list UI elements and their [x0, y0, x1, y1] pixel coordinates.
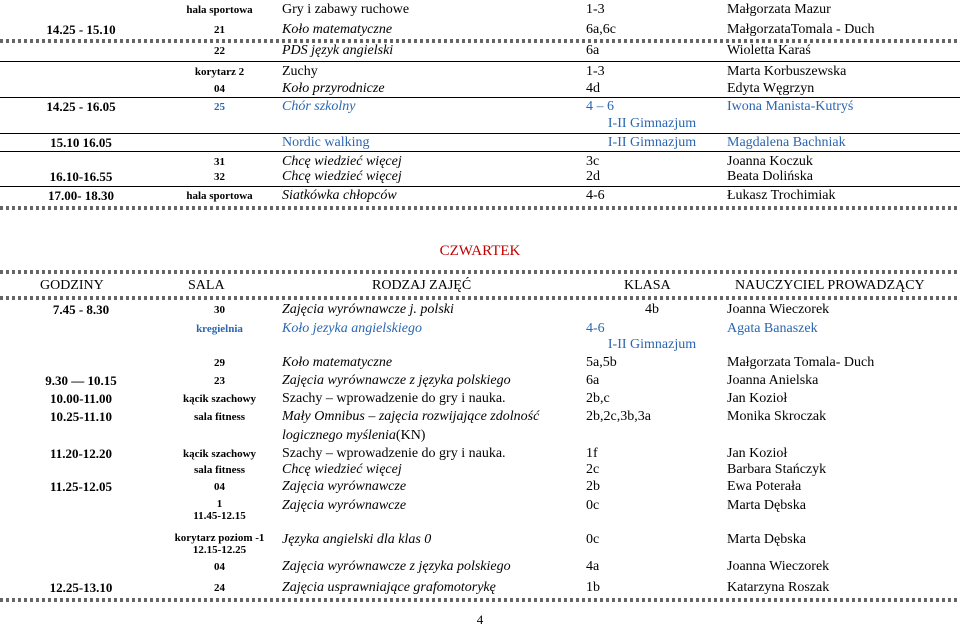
table-row	[0, 133, 960, 153]
header-time: GODZINY	[40, 278, 104, 293]
room-time: 12.15-12.25	[192, 544, 247, 556]
class-cell: 0c	[586, 532, 600, 547]
room-cell: sala fitness	[193, 411, 246, 423]
time-cell: 9.30 — 10.15	[45, 373, 117, 388]
table-row	[0, 371, 960, 391]
table-row	[0, 114, 960, 134]
teacher-cell: Barbara Stańczyk	[727, 462, 827, 477]
teacher-cell: Monika Skroczak	[727, 409, 827, 424]
room-cell: 23	[214, 375, 225, 387]
page-number: 4	[476, 612, 484, 627]
teacher-cell: Jan Kozioł	[727, 391, 788, 406]
class-cell: 2c	[586, 462, 600, 477]
time-cell: 7.45 - 8.30	[52, 302, 110, 317]
teacher-cell: Łukasz Trochimiak	[727, 188, 836, 203]
activity-cell: Siatkówka chłopców	[282, 188, 397, 203]
table-row	[0, 300, 960, 320]
teacher-cell: Ewa Poterała	[727, 479, 802, 494]
table-row	[0, 79, 960, 99]
teacher-cell: Joanna Wieczorek	[727, 559, 830, 574]
activity-cell: Chór szkolny	[282, 99, 356, 114]
teacher-cell: Joanna Anielska	[727, 373, 819, 388]
table-header	[0, 276, 960, 296]
activity-cell: Nordic walking	[282, 135, 370, 150]
class-cell: 6a	[586, 373, 600, 388]
room-time: 11.45-12.15	[193, 510, 246, 522]
teacher-cell: Marta Korbuszewska	[727, 64, 847, 79]
teacher-cell: Magdalena Bachniak	[727, 135, 846, 150]
activity-line2: logicznego myślenia	[282, 428, 396, 443]
class-cell: 2d	[586, 169, 600, 184]
teacher-cell: Marta Dębska	[727, 498, 806, 513]
table-row	[0, 186, 960, 206]
activity-cell: Zajęcia wyrównawcze	[282, 498, 407, 513]
time-cell: 14.25 - 15.10	[46, 22, 116, 37]
day-title: CZWARTEK	[439, 243, 521, 259]
teacher-cell: Beata Dolińska	[727, 169, 813, 184]
room-cell: kącik szachowy	[182, 393, 257, 405]
teacher-cell: Iwona Manista-Kutryś	[727, 99, 854, 114]
table-row	[0, 578, 960, 598]
teacher-cell: Joanna Koczuk	[727, 154, 813, 169]
header-room: SALA	[188, 278, 225, 293]
teacher-cell: Wioletta Karaś	[727, 43, 811, 58]
activity-cell: Zajęcia usprawniające grafomotorykę	[282, 580, 496, 595]
teacher-cell: Małgorzata Tomala- Duch	[727, 355, 875, 370]
activity-cell: Chcę wiedzieć więcej	[282, 462, 402, 477]
teacher-cell: Małgorzata Mazur	[727, 2, 831, 17]
teacher-cell: Edyta Węgrzyn	[727, 81, 815, 96]
activity-cell: Koło jezyka angielskiego	[282, 321, 422, 336]
header-activity: RODZAJ ZAJĘĆ	[372, 278, 472, 293]
activity-cell: Chcę wiedzieć więcej	[282, 154, 402, 169]
table-row	[0, 0, 960, 20]
class-cell: 6a,6c	[586, 22, 616, 37]
time-cell: 10.25-11.10	[49, 409, 113, 424]
room-cell: kącik szachowy	[182, 448, 257, 460]
table-row	[0, 20, 960, 40]
teacher-cell: Katarzyna Roszak	[727, 580, 830, 595]
activity-cell: Języka angielski dla klas 0	[282, 532, 432, 547]
table-row	[0, 167, 960, 187]
room-cell: 04	[214, 83, 225, 95]
activity-cell: PDS język angielski	[282, 43, 394, 58]
teacher-cell: Agata Banaszek	[727, 321, 818, 336]
class-cell: 1-3	[586, 2, 605, 17]
activity-cell: Zajęcia wyrównawcze z języka polskiego	[282, 373, 511, 388]
room-cell: kregielnia	[196, 323, 243, 335]
divider	[0, 598, 960, 602]
class-cell: 4d	[586, 81, 600, 96]
divider	[0, 270, 960, 274]
class-cell: 2b,2c,3b,3a	[586, 409, 651, 424]
time-cell: 10.00-11.00	[49, 391, 113, 406]
class-cell: I-II Gimnazjum	[607, 135, 697, 150]
table-row	[0, 335, 960, 355]
table-row	[0, 426, 960, 446]
teacher-cell: Joanna Wieczorek	[727, 302, 830, 317]
room-cell: 32	[214, 171, 225, 183]
time-cell: 11.25-12.05	[49, 479, 113, 494]
class-cell: 5a,5b	[586, 355, 617, 370]
time-cell: 16.10-16.55	[49, 169, 113, 184]
time-cell: 12.25-13.10	[49, 580, 113, 595]
activity-cell: Koło przyrodnicze	[282, 81, 385, 96]
activity-cell: Zuchy	[282, 64, 318, 79]
activity-cell: Gry i zabawy ruchowe	[282, 2, 410, 17]
class-cell: 4a	[586, 559, 600, 574]
class-cell: I-II Gimnazjum	[607, 116, 697, 131]
class-cell: 1f	[586, 446, 598, 461]
room-cell: 1	[216, 498, 223, 510]
table-row	[0, 557, 960, 577]
class-cell: 4 – 6	[586, 99, 614, 114]
activity-line3: (KN)	[395, 428, 426, 443]
room-cell: 22	[214, 45, 225, 57]
room-cell: hala sportowa	[186, 190, 253, 202]
divider	[0, 206, 960, 210]
table-row	[0, 407, 960, 427]
time-cell: 17.00- 18.30	[47, 188, 115, 203]
class-cell: 6a	[586, 43, 600, 58]
room-cell: 31	[214, 156, 225, 168]
room-cell: 21	[214, 24, 225, 36]
table-row	[0, 506, 960, 526]
time-cell: 11.20-12.20	[49, 446, 113, 461]
class-cell: 3c	[586, 154, 600, 169]
room-cell: 04	[214, 481, 225, 493]
room-cell: korytarz poziom -1	[174, 532, 265, 544]
header-class: KLASA	[624, 278, 671, 293]
room-cell: 25	[214, 101, 225, 113]
activity-cell: Szachy – wprowadzenie do gry i nauka.	[282, 446, 506, 461]
room-cell: 04	[214, 561, 225, 573]
room-cell: korytarz 2	[194, 66, 245, 78]
class-cell: 4b	[645, 302, 659, 317]
time-cell: 15.10 16.05	[50, 135, 112, 150]
activity-cell: Zajęcia wyrównawcze z języka polskiego	[282, 559, 511, 574]
class-cell: 1-3	[586, 64, 605, 79]
room-cell: 29	[214, 357, 225, 369]
activity-cell: Chcę wiedzieć więcej	[282, 169, 402, 184]
table-row	[0, 41, 960, 61]
activity-cell: Koło matematyczne	[282, 22, 393, 37]
activity-continuation	[282, 426, 425, 446]
class-cell: 1b	[586, 580, 600, 595]
activity-cell: Mały Omnibus – zajęcia rozwijające zdolność	[282, 409, 540, 424]
header-teacher: NAUCZYCIEL PROWADZĄCY	[735, 278, 925, 293]
room-cell: sala fitness	[193, 464, 246, 476]
class-cell: I-II Gimnazjum	[607, 337, 697, 352]
activity-cell: Szachy – wprowadzenie do gry i nauka.	[282, 391, 506, 406]
activity-cell: Koło matematyczne	[282, 355, 393, 370]
class-cell: 2b,c	[586, 391, 610, 406]
table-row	[0, 353, 960, 373]
class-cell: 4-6	[586, 321, 605, 336]
table-row	[0, 389, 960, 409]
class-cell: 2b	[586, 479, 600, 494]
class-cell: 0c	[586, 498, 600, 513]
activity-cell: Zajęcia wyrównawcze j. polski	[282, 302, 454, 317]
teacher-cell: Jan Kozioł	[727, 446, 788, 461]
room-cell: 30	[214, 304, 225, 316]
teacher-cell: MałgorzataTomala - Duch	[727, 22, 875, 37]
teacher-cell: Marta Dębska	[727, 532, 806, 547]
room-cell: hala sportowa	[186, 4, 253, 16]
room-cell: 24	[214, 582, 225, 594]
time-cell: 14.25 - 16.05	[46, 99, 116, 114]
activity-cell: Zajęcia wyrównawcze	[282, 479, 407, 494]
class-cell: 4-6	[586, 188, 605, 203]
